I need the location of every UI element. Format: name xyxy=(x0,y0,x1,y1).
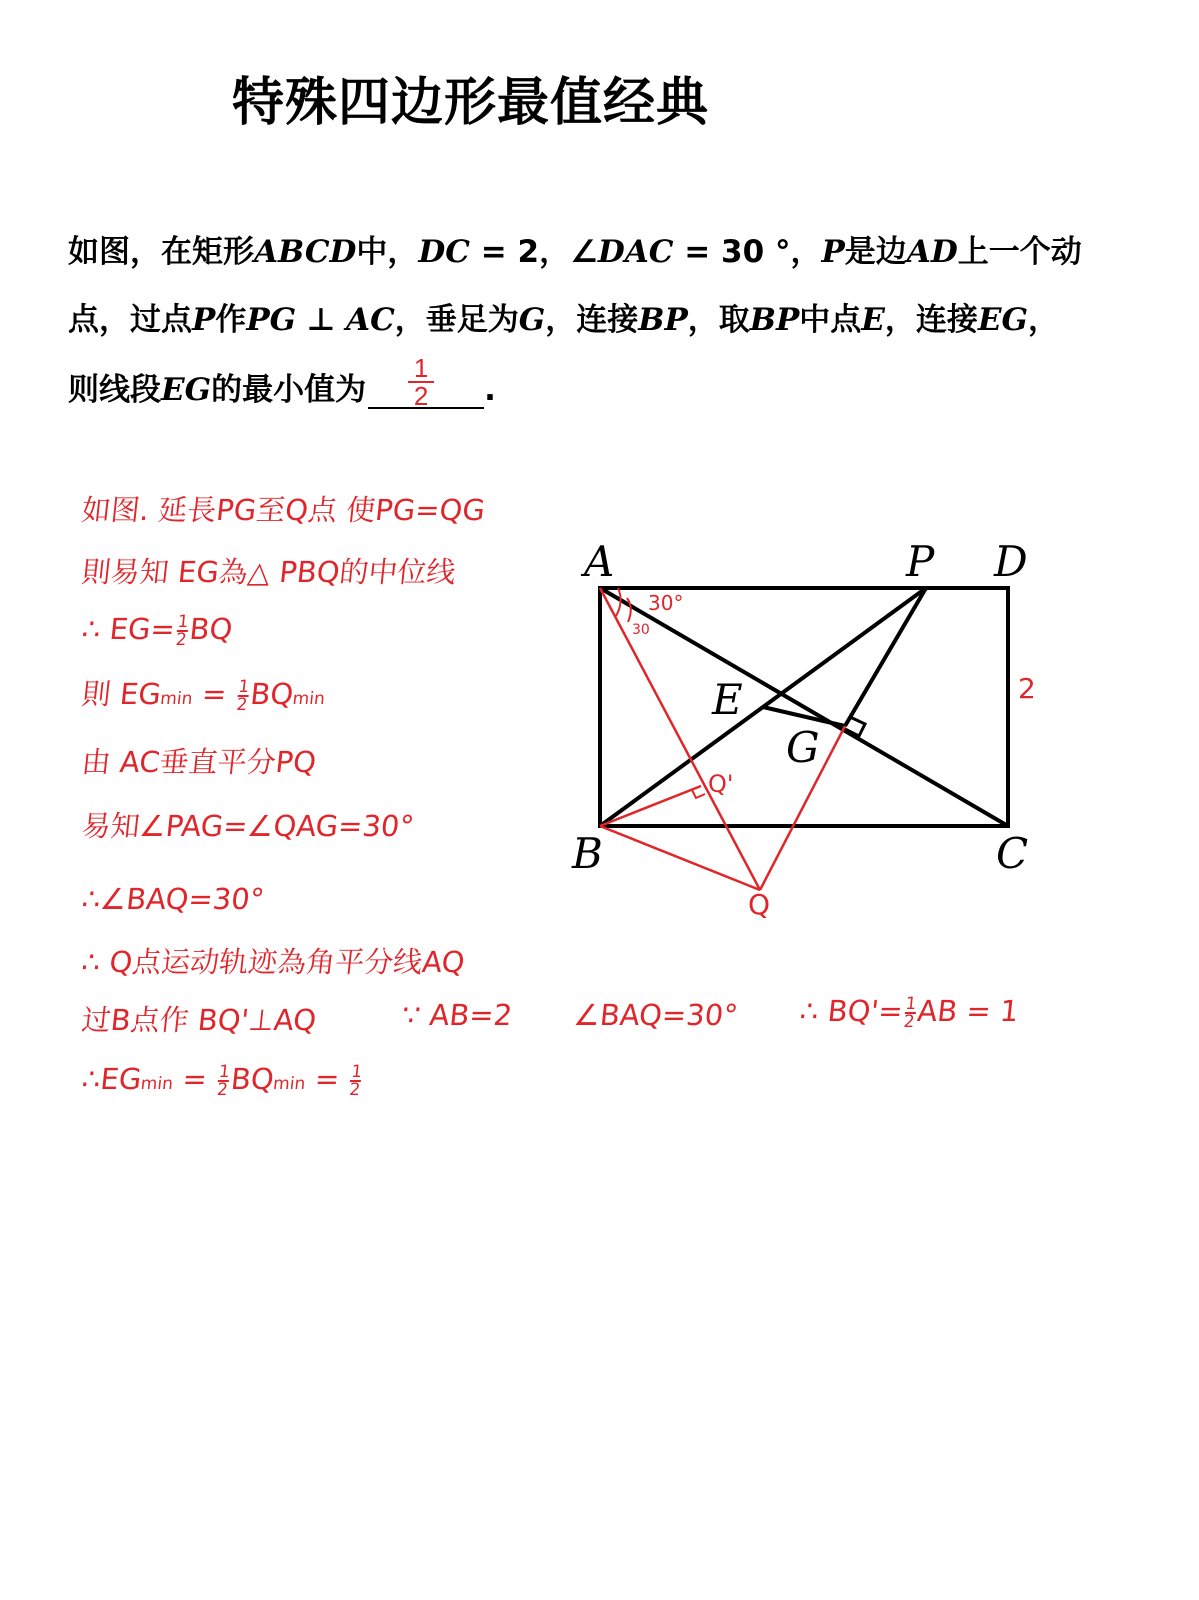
question-text: ，垂足为 xyxy=(394,302,519,338)
question-text: 是边 xyxy=(844,234,907,270)
question-text: ，连接 xyxy=(884,302,978,338)
segment-pg xyxy=(845,588,926,726)
answer-numerator: 1 xyxy=(408,355,434,383)
label-c: C xyxy=(996,829,1029,878)
subscript: min xyxy=(139,1074,174,1094)
diagonal-ac xyxy=(600,588,1008,826)
solution-line-1: 如图. 延長PG至Q点 使PG=QG xyxy=(80,493,487,527)
fraction-denominator: 2 xyxy=(348,1080,362,1100)
fraction-numerator: 1 xyxy=(904,994,918,1014)
answer-denominator: 2 xyxy=(413,381,429,411)
solution-line-9d xyxy=(798,994,1020,1030)
label-q-prime: Q' xyxy=(708,770,734,798)
solution-line-7: ∴∠BAQ=30° xyxy=(80,882,266,916)
fraction-denominator: 2 xyxy=(902,1012,916,1032)
question-text: = 2，∠ xyxy=(469,234,598,270)
math-term: E xyxy=(861,302,885,338)
angle-arc xyxy=(616,588,621,616)
math-term: EG xyxy=(161,372,212,408)
answer-blank[interactable] xyxy=(368,353,484,411)
math-term: P xyxy=(821,234,845,270)
fraction xyxy=(236,679,250,713)
solution-text: ∴EG xyxy=(80,1062,144,1096)
math-term: PG xyxy=(246,302,297,338)
question-text: ， xyxy=(1028,302,1060,338)
solution-text: BQ xyxy=(229,1062,276,1096)
solution-line-3 xyxy=(80,612,234,648)
fraction-denominator: 2 xyxy=(174,630,188,650)
solution-line-9a: 过B点作 BQ'⊥AQ xyxy=(80,1003,318,1037)
question-text: 如图，在矩形 xyxy=(68,234,254,270)
question-text: = 30 °， xyxy=(673,234,822,270)
solution-text: ∴ BQ'= xyxy=(798,994,905,1028)
solution-line-6: 易知∠PAG=∠QAG=30° xyxy=(80,809,416,843)
question-text: 点，过点 xyxy=(68,302,192,338)
angle-arc-inner xyxy=(627,598,631,622)
solution-text: 則 EG xyxy=(80,677,163,711)
solution-line-4 xyxy=(80,672,328,713)
math-term: EG xyxy=(977,302,1029,338)
solution-line-10 xyxy=(80,1062,365,1098)
segment-bq1 xyxy=(600,786,701,826)
math-term: AC xyxy=(346,302,395,338)
label-d: D xyxy=(994,537,1028,586)
question-text: 中， xyxy=(356,234,419,270)
segment-bq xyxy=(600,826,760,890)
subscript: min xyxy=(159,689,194,709)
math-term: DAC xyxy=(597,234,674,270)
angle-label-bottom: 30 xyxy=(632,622,650,638)
solution-text: BQ xyxy=(187,612,235,646)
solution-text: AB = 1 xyxy=(915,994,1021,1028)
math-term: G xyxy=(518,302,546,338)
fraction xyxy=(349,1064,363,1098)
fraction-numerator: 1 xyxy=(176,612,190,632)
handwritten-answer xyxy=(408,355,434,409)
math-term: ABCD xyxy=(254,234,357,270)
math-term: BP xyxy=(749,302,800,338)
solution-line-8: ∴ Q点运动轨迹為角平分线AQ xyxy=(80,945,467,979)
label-e: E xyxy=(712,675,743,724)
question-text: ，连接 xyxy=(545,302,639,338)
question-text: 作 xyxy=(215,302,247,338)
label-q: Q xyxy=(748,888,771,921)
side-length-label: 2 xyxy=(1018,672,1036,705)
question-line-1 xyxy=(68,226,1082,271)
question-text: . xyxy=(484,372,496,408)
fraction-denominator: 2 xyxy=(215,1080,229,1100)
question-text: ，取 xyxy=(687,302,750,338)
label-b: B xyxy=(572,829,603,878)
fraction-numerator: 1 xyxy=(217,1062,231,1082)
subscript: min xyxy=(272,1074,307,1094)
solution-text: = xyxy=(171,1062,218,1096)
solution-line-9c: ∠BAQ=30° xyxy=(572,998,740,1032)
question-text: 则线段 xyxy=(68,372,161,408)
math-term: P xyxy=(192,302,216,338)
question-text: 上一个动 xyxy=(957,234,1082,270)
solution-text: ∴ EG= xyxy=(80,612,177,646)
solution-text: = xyxy=(304,1062,351,1096)
solution-text: BQ xyxy=(248,677,296,711)
question-text: 的最小值为 xyxy=(211,372,367,408)
math-term: DC xyxy=(418,234,470,270)
math-term: BP xyxy=(638,302,688,338)
geometry-figure xyxy=(560,530,1060,930)
fraction xyxy=(216,1064,230,1098)
question-line-3 xyxy=(68,353,496,411)
angle-label-top: 30° xyxy=(648,591,684,615)
solution-line-9b: ∵ AB=2 xyxy=(400,998,514,1032)
math-term: AD xyxy=(906,234,958,270)
label-p: P xyxy=(906,537,935,586)
subscript: min xyxy=(291,689,326,709)
fraction-denominator: 2 xyxy=(235,695,249,715)
fraction xyxy=(903,996,917,1030)
question-text: 中点 xyxy=(799,302,862,338)
question-line-2 xyxy=(68,294,1059,339)
page-title: 特殊四边形最值经典 xyxy=(232,73,710,133)
label-a: A xyxy=(584,537,615,586)
solution-line-5: 由 AC垂直平分PQ xyxy=(80,745,318,779)
solution-line-2: 則易知 EG為△ PBQ的中位线 xyxy=(80,555,458,589)
question-text: ⊥ xyxy=(296,302,347,338)
fraction-numerator: 1 xyxy=(350,1062,364,1082)
fraction xyxy=(175,614,189,648)
fraction-numerator: 1 xyxy=(237,677,251,697)
label-g: G xyxy=(786,723,820,772)
right-angle-mark-q1 xyxy=(692,790,705,798)
solution-text: = xyxy=(191,677,238,711)
